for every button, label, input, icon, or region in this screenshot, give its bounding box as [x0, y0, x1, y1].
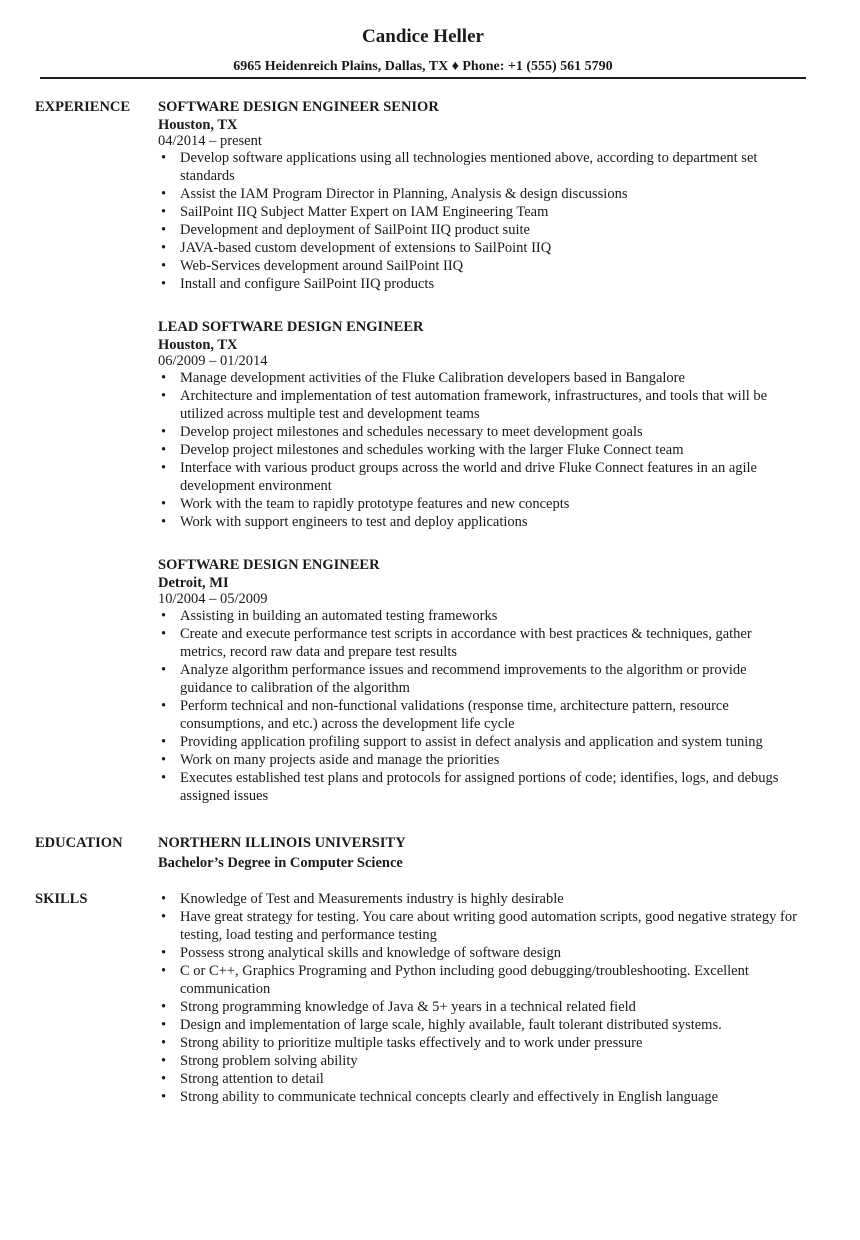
list-item: • Work with the team to rapidly prototype features and new concepts: [158, 495, 798, 513]
list-item: • Design and implementation of large scale, highly available, fault tolerant distributed systems.: [158, 1016, 798, 1034]
job-dates: 04/2014 – present: [158, 133, 262, 149]
job-entry: [158, 98, 798, 293]
header-divider: [40, 77, 806, 79]
job-bullet-list: [158, 149, 798, 293]
skills-entry: [158, 890, 798, 1106]
candidate-name: Candice Heller: [362, 26, 484, 47]
list-item: • Architecture and implementation of test automation framework, infrastructures, and tools that will be utilized across multiple test and development teams: [158, 387, 798, 423]
section-label-skills: SKILLS: [35, 891, 88, 907]
list-item: • C or C++, Graphics Programing and Python including good debugging/troubleshooting. Excellent communication: [158, 962, 798, 998]
list-item: • Install and configure SailPoint IIQ products: [158, 275, 798, 293]
list-item: • Manage development activities of the Fluke Calibration developers based in Bangalore: [158, 369, 798, 387]
job-title: SOFTWARE DESIGN ENGINEER: [158, 557, 380, 573]
skills-list: [158, 890, 798, 1106]
job-dates: 10/2004 – 05/2009: [158, 591, 268, 607]
list-item: • Create and execute performance test scripts in accordance with best practices & techniques, gather metrics, record raw data and prepare test results: [158, 625, 798, 661]
list-item: • Web-Services development around SailPoint IIQ: [158, 257, 798, 275]
education-entry: [158, 834, 798, 873]
list-item: • Strong attention to detail: [158, 1070, 798, 1088]
job-bullet-list: [158, 607, 798, 805]
job-bullet-list: [158, 369, 798, 531]
list-item: • SailPoint IIQ Subject Matter Expert on IAM Engineering Team: [158, 203, 798, 221]
list-item: • Strong ability to prioritize multiple tasks effectively and to work under pressure: [158, 1034, 798, 1052]
list-item: • Develop project milestones and schedules necessary to meet development goals: [158, 423, 798, 441]
list-item: • Providing application profiling support to assist in defect analysis and application and system tuning: [158, 733, 798, 751]
list-item: • Work with support engineers to test and deploy applications: [158, 513, 798, 531]
list-item: • Develop project milestones and schedules working with the larger Fluke Connect team: [158, 441, 798, 459]
list-item: • Interface with various product groups across the world and drive Fluke Connect features in an agile development environment: [158, 459, 798, 495]
school-name: NORTHERN ILLINOIS UNIVERSITY: [158, 835, 406, 851]
job-entry: [158, 556, 798, 805]
section-label-education: EDUCATION: [35, 835, 123, 851]
list-item: • Assisting in building an automated testing frameworks: [158, 607, 798, 625]
job-location: Detroit, MI: [158, 575, 229, 591]
list-item: • Strong problem solving ability: [158, 1052, 798, 1070]
list-item: • JAVA-based custom development of extensions to SailPoint IIQ: [158, 239, 798, 257]
job-dates: 06/2009 – 01/2014: [158, 353, 268, 369]
job-location: Houston, TX: [158, 337, 238, 353]
list-item: • Strong programming knowledge of Java & 5+ years in a technical related field: [158, 998, 798, 1016]
degree: Bachelor’s Degree in Computer Science: [158, 855, 403, 871]
list-item: • Executes established test plans and protocols for assigned portions of code; identifies, logs, and debugs assigned issues: [158, 769, 798, 805]
section-label-experience: EXPERIENCE: [35, 99, 131, 115]
list-item: • Work on many projects aside and manage the priorities: [158, 751, 798, 769]
job-location: Houston, TX: [158, 117, 238, 133]
list-item: • Development and deployment of SailPoint IIQ product suite: [158, 221, 798, 239]
list-item: • Strong ability to communicate technical concepts clearly and effectively in English language: [158, 1088, 798, 1106]
list-item: • Possess strong analytical skills and knowledge of software design: [158, 944, 798, 962]
job-entry: [158, 318, 798, 531]
contact-line: 6965 Heidenreich Plains, Dallas, TX ♦ Phone: +1 (555) 561 5790: [233, 59, 613, 74]
list-item: • Assist the IAM Program Director in Planning, Analysis & design discussions: [158, 185, 798, 203]
list-item: • Analyze algorithm performance issues and recommend improvements to the algorithm or provide guidance to calibration of the algorithm: [158, 661, 798, 697]
list-item: • Perform technical and non-functional validations (response time, architecture pattern, resource consumptions, and etc.) across the development life cycle: [158, 697, 798, 733]
list-item: • Develop software applications using all technologies mentioned above, according to department set standards: [158, 149, 798, 185]
list-item: • Knowledge of Test and Measurements industry is highly desirable: [158, 890, 798, 908]
job-title: SOFTWARE DESIGN ENGINEER SENIOR: [158, 99, 439, 115]
list-item: • Have great strategy for testing. You care about writing good automation scripts, good negative strategy for testing, load testing and performance testing: [158, 908, 798, 944]
job-title: LEAD SOFTWARE DESIGN ENGINEER: [158, 319, 424, 335]
